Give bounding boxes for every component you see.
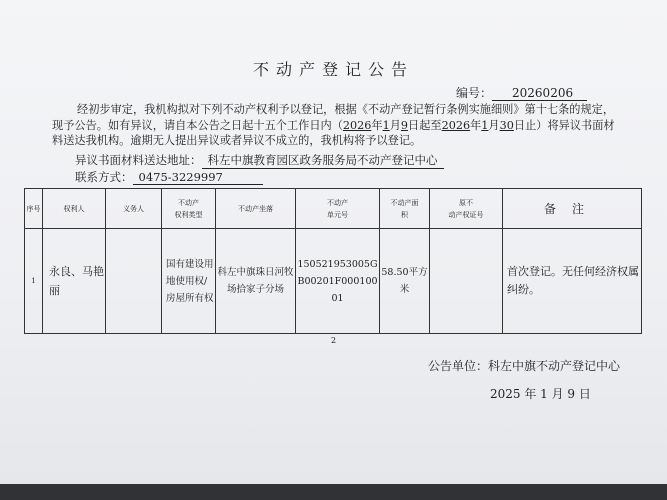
- page-number: 2: [330, 336, 337, 345]
- notice-number-label: 编号：: [456, 86, 493, 100]
- end-day: 30: [499, 118, 514, 132]
- body-text: 年: [371, 118, 383, 132]
- address-label: 异议书面材料送达地址：: [75, 153, 202, 167]
- body-text: 日止）将异议书面材料送达我机构。逾期无人提出异议或者异议不成立的，我机构将予以登记。: [52, 118, 615, 147]
- row-holder: 永良、马艳丽: [43, 229, 106, 334]
- notice-number: [456, 84, 587, 101]
- header-cell: 原不 动产权证号: [430, 189, 503, 229]
- row-right-type: 国有建设用地使用权/房屋所有权: [162, 229, 216, 334]
- body-text: 月: [389, 118, 401, 132]
- row-remark: 首次登记。无任何经济权属纠纷。: [503, 229, 642, 334]
- header-cell: 不动产 权利类型: [162, 189, 216, 229]
- row-no: 1: [25, 229, 43, 334]
- start-year: 2026: [342, 118, 372, 132]
- header-cell: 不动产 单元号: [296, 189, 380, 229]
- end-month: 1: [481, 118, 489, 132]
- body-text: 日起至: [408, 118, 442, 132]
- row-area: 58.50平方米: [380, 229, 430, 334]
- notice-body: [52, 102, 624, 149]
- header-cell: 备注: [503, 189, 642, 229]
- table-row: [25, 229, 642, 334]
- start-day: 9: [400, 118, 409, 132]
- header-cell: 序号: [25, 189, 43, 229]
- issuer-value: 科左中旗不动产登记中心: [488, 359, 621, 373]
- body-text: 经初步审定，我机构拟对下列不动产权利予以登记，根据《不动产登记暂行条例实施细则》第十七条的规定，现予公告。如有异议，请自本公告之日起十五个工作日内（: [52, 103, 615, 132]
- header-cell: 权利人: [43, 189, 106, 229]
- notice-title: 不动产登记公告: [252, 60, 414, 79]
- table-header-row: [25, 189, 642, 229]
- contact-label: 联系方式：: [75, 170, 133, 184]
- notice-number-value: 20260206: [492, 86, 587, 101]
- start-month: 1: [382, 118, 390, 132]
- issuer: [428, 357, 620, 374]
- row-obligor: [106, 229, 162, 334]
- header-cell: 不动产面 积: [380, 189, 430, 229]
- end-year: 2026: [441, 118, 471, 132]
- body-text: 月: [488, 118, 500, 132]
- header-cell: 不动产坐落: [216, 189, 296, 229]
- contact-value: 0475-3229997: [133, 170, 263, 185]
- desk-background: [0, 484, 667, 500]
- property-table: [24, 188, 642, 334]
- header-cell: 义务人: [106, 189, 162, 229]
- row-unit-no: 150521953005GB00201F00010001: [296, 229, 380, 334]
- row-old-cert: [430, 229, 503, 334]
- body-text: 年: [470, 118, 482, 132]
- notice-date: 2025 年 1 月 9 日: [490, 387, 591, 401]
- objection-address: [75, 152, 444, 169]
- row-location: 科左中旗珠日河牧场拾家子分场: [216, 229, 296, 334]
- address-value: 科左中旗教育园区政务服务局不动产登记中心: [202, 152, 444, 169]
- contact-info: [75, 169, 263, 185]
- issuer-label: 公告单位：: [428, 359, 489, 373]
